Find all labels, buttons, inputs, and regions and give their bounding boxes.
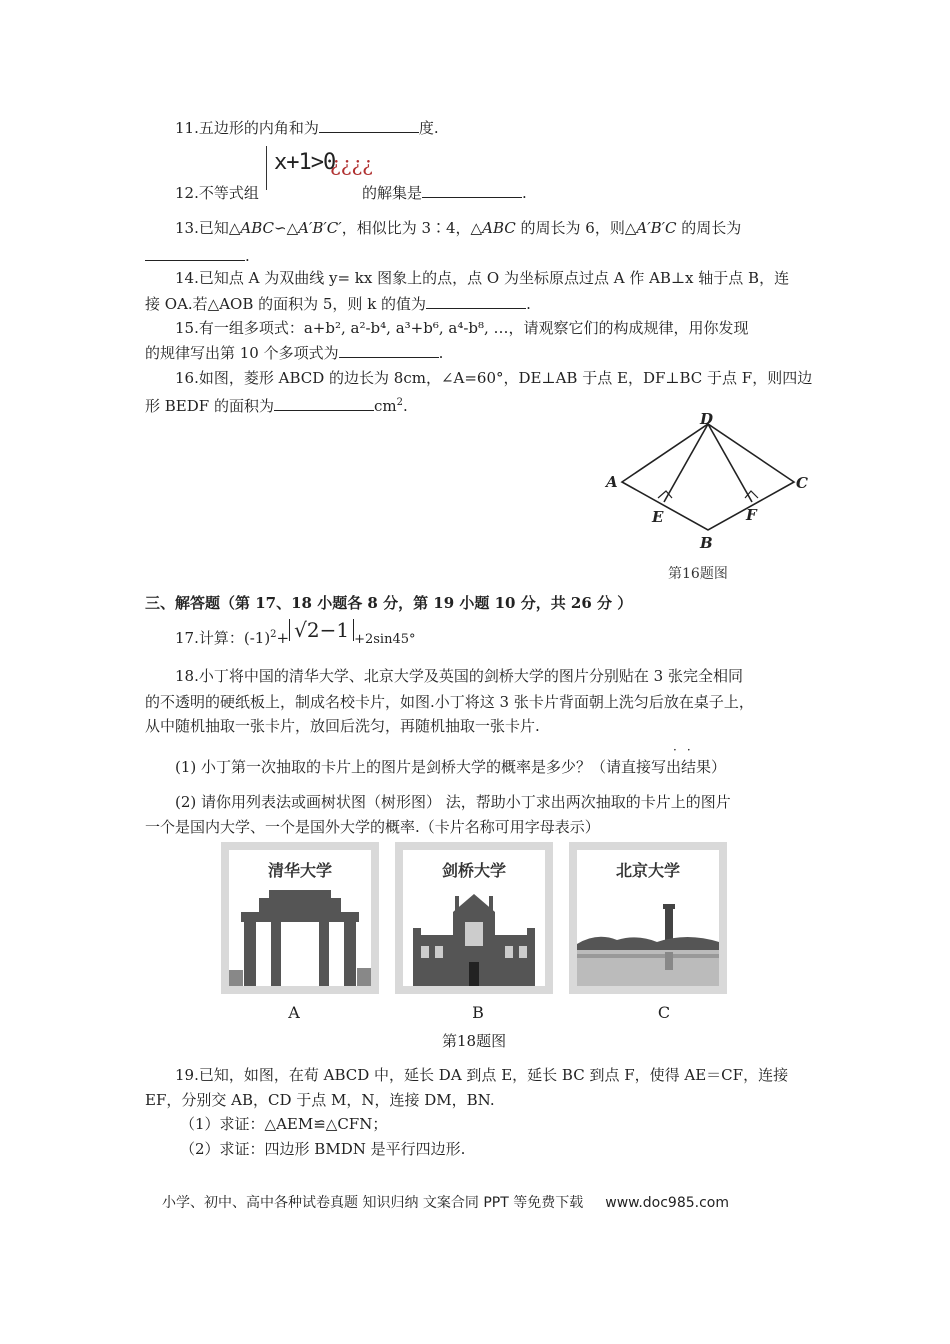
question-12 [175, 182, 259, 203]
q15-line1: 15.有一组多项式：a+b², a²-b⁴, a³+b⁶, a⁴-b⁸, …，请观察它们的构成规律，用你发现 [175, 319, 749, 337]
q16-line1: 16.如图，菱形 ABCD 的边长为 8cm，∠A=60°，DE⊥AB 于点 E，DF⊥BC 于点 F，则四边 [175, 369, 813, 387]
q14-answer-blank[interactable] [426, 294, 526, 309]
figure-16-caption: 第16题图 [668, 566, 728, 582]
q13-period: . [245, 247, 250, 265]
page-footer [162, 1192, 729, 1212]
tsinghua-gate-image [229, 850, 371, 986]
q13-text-a: 13.已知△ [175, 219, 241, 237]
q16-period: . [402, 397, 408, 415]
q13-sim: ∽△ [274, 219, 299, 237]
q15-period: . [438, 344, 444, 362]
q18-part1: (1) 小丁第一次抽取的卡片上的图片是剑桥大学的概率是多少？（请直接写出结果） [175, 758, 727, 776]
q12-answer-blank[interactable] [422, 183, 522, 198]
footer-url[interactable]: www.doc985.com [605, 1195, 729, 1211]
question-16 [175, 368, 812, 388]
question-15 [175, 318, 749, 338]
q13-abc4: A′B′C [636, 219, 677, 237]
q13-text-d: 的周长为 [676, 219, 742, 237]
label-c: C [796, 474, 808, 492]
q19-line2: EF，分别交 AB，CD 于点 M，N，连接 DM，BN. [145, 1091, 495, 1109]
card-a-title: 清华大学 [267, 861, 332, 880]
q13-abc: ABC [240, 219, 275, 237]
q13-abc2: A′B′C′ [298, 219, 342, 237]
q17-absolute-value: √2−1 [289, 619, 354, 641]
q16-line2 [145, 393, 408, 416]
q18-line2: 的不透明的硬纸板上，制成名校卡片，如图.小丁将这 3 张卡片背面朝上洗匀后放在桌子上， [145, 693, 754, 711]
brace-line [266, 146, 270, 190]
q15-line2 [145, 343, 443, 363]
q17-trig: +2sin45° [354, 632, 416, 647]
q18-line3: 从中随机抽取一张卡片，放回后洗匀，再随机抽取一张卡片. [145, 717, 540, 735]
q19-line1: 19.已知，如图，在荀 ABCD 中，延长 DA 到点 E，延长 BC 到点 F，使得 AE＝CF，连接 [175, 1066, 789, 1084]
card-b [395, 842, 553, 994]
q13-text-c: 的周长为 6，则△ [515, 219, 637, 237]
q13-abc3: ABC [482, 219, 516, 237]
q13-line2 [145, 246, 250, 266]
section-3-heading: 三、解答题（第 17、18 小题各 8 分，第 19 小题 10 分，共 26 分 ） [145, 594, 633, 612]
card-c [569, 842, 727, 994]
label-e: E [652, 508, 664, 526]
q12-period: . [522, 184, 527, 202]
q19-part2: （2）求证：四边形 BMDN 是平行四边形. [180, 1140, 466, 1158]
question-13 [175, 218, 741, 238]
card-c-title: 北京大学 [615, 861, 680, 880]
segment-df [708, 424, 752, 502]
card-a-inner [229, 850, 371, 986]
card-a [221, 842, 379, 994]
card-b-letter: B [472, 1003, 484, 1022]
cambridge-college-image [403, 850, 545, 986]
rhombus-abcd [622, 424, 794, 530]
q17-plus: + [276, 629, 290, 647]
q17-exponent: 2 [270, 629, 277, 640]
q12-text: 12.不等式组 [175, 184, 259, 202]
question-11 [175, 118, 439, 138]
q13-answer-blank[interactable] [145, 246, 245, 261]
q18-part2-line2: 一个是国内大学、一个是国外大学的概率.（卡片名称可用字母表示） [145, 818, 600, 836]
q18-part2-line1: (2) 请你用列表法或画树状图（树形图） 法，帮助小丁求出两次抽取的卡片上的图片 [175, 793, 731, 811]
q16-unit-sup: 2 [396, 397, 403, 408]
label-a: A [606, 473, 618, 491]
q12-tail [362, 182, 527, 203]
garbled-glyphs: ¿¿¿¿ [330, 152, 373, 176]
card-c-inner [577, 850, 719, 986]
q11-answer-blank[interactable] [319, 118, 419, 133]
figure-16-rhombus [600, 410, 810, 585]
footer-text: 小学、初中、高中各种试卷真题 知识归纳 文案合同 PPT 等免费下载 [162, 1195, 584, 1211]
q13-text-b: ，相似比为 3∶4，△ [341, 219, 483, 237]
q14-line1: 14.已知点 A 为双曲线 y= kx 图象上的点，点 O 为坐标原点过点 A 作 AB⊥x 轴于点 B，连 [175, 269, 790, 287]
q17-text: 17.计算：(-1) [175, 629, 271, 647]
q14-line2-text: 接 OA.若△AOB 的面积为 5，则 k 的值为 [145, 295, 427, 313]
q15-line2-text: 的规律写出第 10 个多项式为 [145, 344, 339, 362]
segment-de [664, 424, 708, 502]
question-14 [175, 268, 789, 288]
figure-18-caption: 第18题图 [442, 1032, 507, 1050]
q11-text: 11.五边形的内角和为 [175, 119, 319, 137]
card-b-title: 剑桥大学 [441, 861, 506, 880]
q14-period: . [526, 295, 531, 313]
emphasis-dots: ·· [673, 743, 701, 757]
q16-unit: cm [373, 397, 397, 415]
q19-part1: （1）求证：△AEM≌△CFN； [180, 1115, 388, 1133]
card-c-letter: C [657, 1003, 671, 1022]
label-d: D [700, 410, 714, 428]
q18-line1: 18.小丁将中国的清华大学、北京大学及英国的剑桥大学的图片分别贴在 3 张完全相同 [175, 667, 743, 685]
inequality-system [262, 144, 373, 192]
q14-line2 [145, 294, 531, 314]
label-b: B [700, 534, 713, 552]
question-17 [175, 618, 416, 648]
peking-lake-image [577, 850, 719, 986]
q11-suffix: 度. [418, 119, 439, 137]
q16-line2-text: 形 BEDF 的面积为 [145, 397, 274, 415]
inequality-expression: x+1>0 [274, 150, 336, 175]
card-b-inner [403, 850, 545, 986]
q16-answer-blank[interactable] [274, 396, 374, 411]
label-f: F [746, 506, 757, 524]
q12-text-2: 的解集是 [362, 184, 423, 202]
card-a-letter: A [288, 1003, 300, 1022]
q15-answer-blank[interactable] [339, 343, 439, 358]
